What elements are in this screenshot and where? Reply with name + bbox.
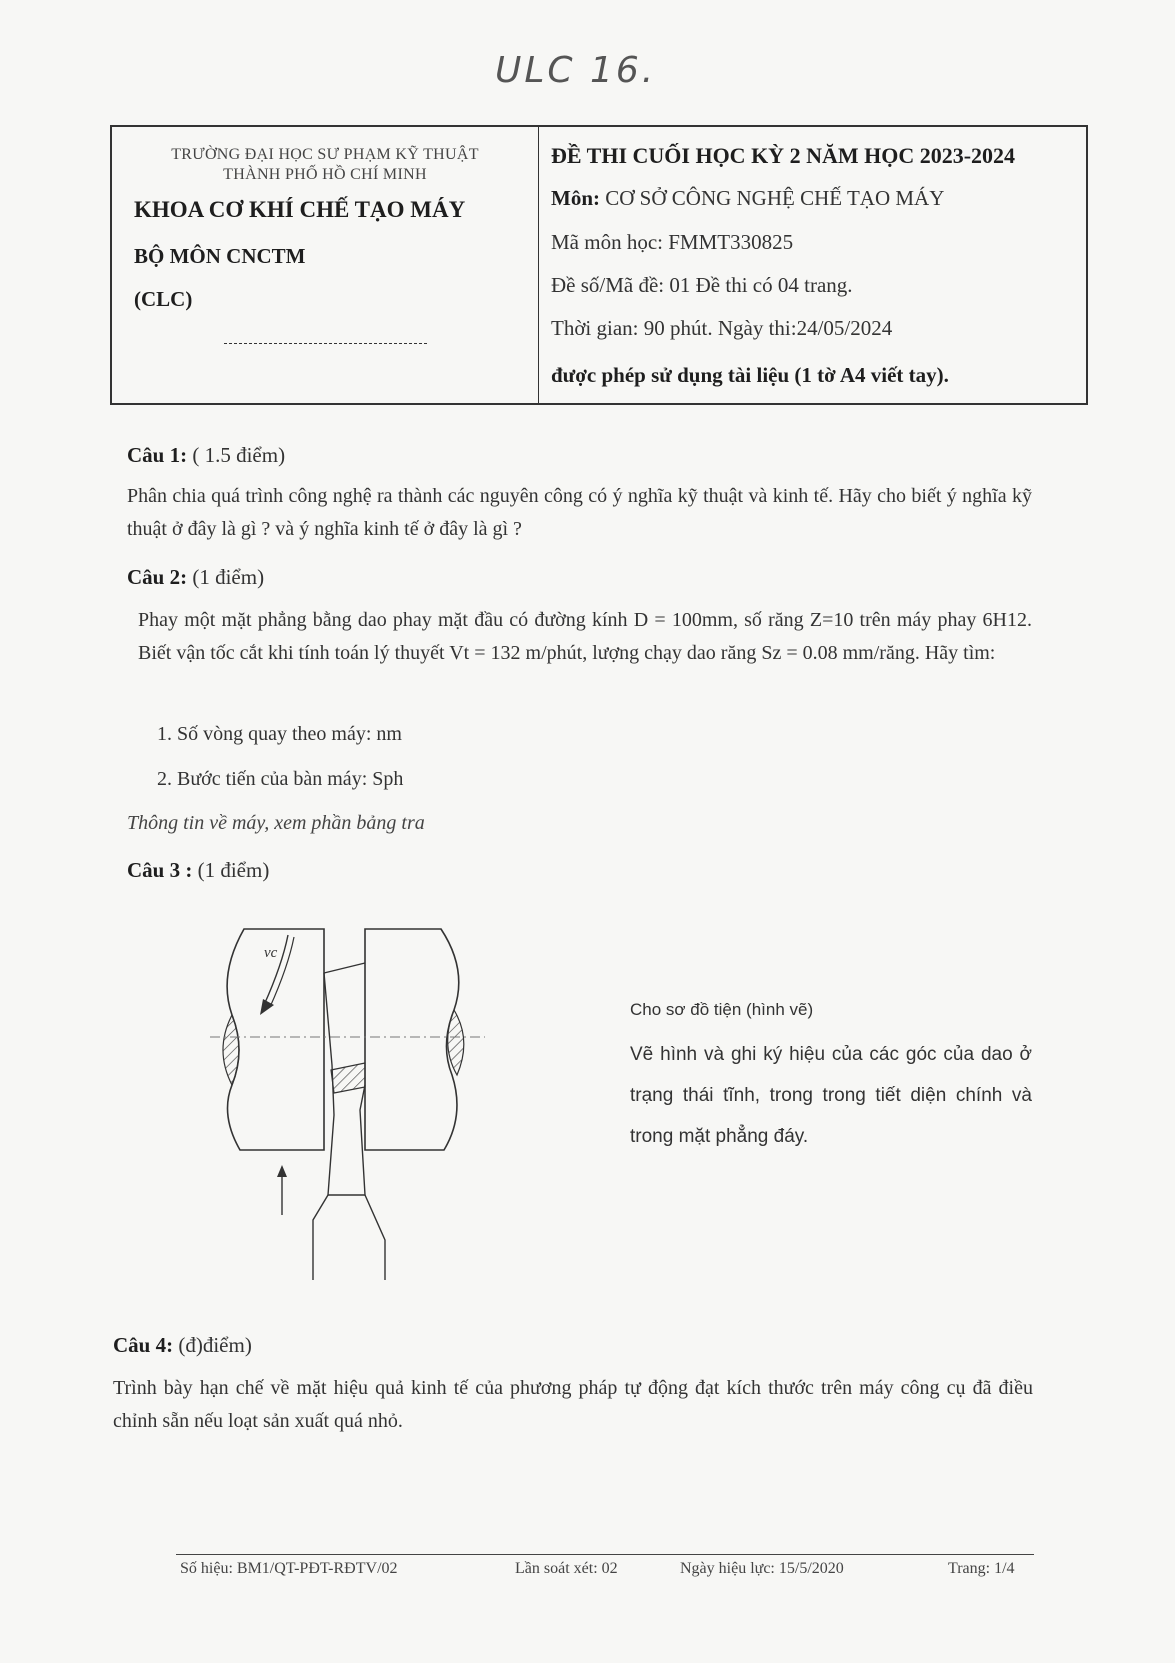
footer-rule bbox=[176, 1554, 1034, 1555]
question-2-item-1: 1. Số vòng quay theo máy: nm bbox=[157, 723, 402, 745]
left-workpiece bbox=[227, 929, 324, 1150]
feed-arrow-head bbox=[277, 1165, 287, 1177]
faculty-name: KHOA CƠ KHÍ CHẾ TẠO MÁY bbox=[134, 197, 466, 222]
exam-header bbox=[110, 125, 1088, 405]
subject-line bbox=[551, 186, 944, 211]
question-4-title bbox=[113, 1333, 252, 1358]
question-2-note: Thông tin về máy, xem phần bảng tra bbox=[127, 812, 425, 834]
handwritten-note: ULC 16. bbox=[495, 50, 657, 91]
duration-date: Thời gian: 90 phút. Ngày thi:24/05/2024 bbox=[551, 316, 893, 340]
school-line-2: THÀNH PHỐ HỒ CHÍ MINH bbox=[223, 166, 427, 183]
exam-title: ĐỀ THI CUỐI HỌC KỲ 2 NĂM HỌC 2023-2024 bbox=[551, 143, 1016, 168]
footer-revision: Lần soát xét: 02 bbox=[515, 1560, 618, 1577]
exam-number: Đề số/Mã đề: 01 Đề thi có 04 trang. bbox=[551, 273, 853, 297]
tool-holder bbox=[313, 1195, 385, 1280]
question-3-title bbox=[127, 858, 269, 883]
right-workpiece bbox=[365, 929, 459, 1150]
footer-effective-date: Ngày hiệu lực: 15/5/2020 bbox=[680, 1560, 844, 1577]
course-code: Mã môn học: FMMT330825 bbox=[551, 230, 794, 254]
footer-form-code: Số hiệu: BM1/QT-PĐT-RĐTV/02 bbox=[180, 1560, 398, 1577]
question-3-label: Câu 3 : bbox=[127, 858, 193, 882]
question-4-points: (đ)điểm) bbox=[178, 1333, 252, 1357]
question-3-description: Vẽ hình và ghi ký hiệu của các góc của dao ở trạng thái tĩnh, trong trong tiết diện chính và trong mặt phẳng đáy. bbox=[630, 1044, 1032, 1147]
question-2-label: Câu 2: bbox=[127, 565, 188, 589]
left-section-hatch bbox=[223, 1015, 239, 1085]
tool-top-edge bbox=[324, 963, 365, 973]
tool-insert-hatch bbox=[331, 1063, 365, 1093]
question-1-title bbox=[127, 443, 285, 468]
question-1-points: ( 1.5 điểm) bbox=[192, 443, 286, 467]
question-1-label: Câu 1: bbox=[127, 443, 188, 467]
exam-info-block bbox=[539, 127, 1086, 403]
question-1-text: Phân chia quá trình công nghệ ra thành các nguyên công có ý nghĩa kỹ thuật và kinh tế. Hãy cho biết ý nghĩa kỹ thuật ở đây là gì ? và ý nghĩa kinh tế ở đây là gì ? bbox=[127, 485, 1032, 540]
question-3-caption: Cho sơ đồ tiện (hình vẽ) bbox=[630, 1000, 814, 1019]
subject-label: Môn: bbox=[551, 186, 600, 210]
right-section-hatch bbox=[448, 1010, 464, 1075]
program-label: (CLC) bbox=[134, 287, 193, 311]
question-4-text: Trình bày hạn chế về mặt hiệu quả kinh tế của phương pháp tự động đạt kích thước trên máy công cụ đã điều chỉnh sẵn nếu loạt sản xuất quá nhỏ. bbox=[113, 1377, 1033, 1432]
footer-page: Trang: 1/4 bbox=[948, 1560, 1015, 1577]
question-2-text: Phay một mặt phẳng bằng dao phay mặt đầu có đường kính D = 100mm, số răng Z=10 trên máy phay 6H12. Biết vận tốc cắt khi tính toán lý thuyết Vt = 132 m/phút, lượng chạy dao răng Sz = 0.08 mm/răng. Hãy tìm: bbox=[138, 609, 1032, 664]
institution-block bbox=[112, 127, 539, 403]
question-4-label: Câu 4: bbox=[113, 1333, 174, 1357]
question-2-points: (1 điểm) bbox=[192, 565, 265, 589]
question-3-points: (1 điểm) bbox=[197, 858, 270, 882]
school-line-1: TRƯỜNG ĐẠI HỌC SƯ PHẠM KỸ THUẬT bbox=[171, 146, 479, 163]
department-name: BỘ MÔN CNCTM bbox=[134, 244, 306, 268]
question-2-item-2: 2. Bước tiến của bàn máy: Sph bbox=[157, 768, 404, 790]
question-3-instructions bbox=[630, 1000, 1032, 1157]
turning-diagram bbox=[210, 915, 510, 1280]
velocity-label: vc bbox=[264, 945, 278, 961]
question-2-title bbox=[127, 565, 264, 590]
subject-value: CƠ SỞ CÔNG NGHỆ CHẾ TẠO MÁY bbox=[605, 186, 945, 210]
signature-line bbox=[224, 343, 427, 344]
permitted-materials: được phép sử dụng tài liệu (1 tờ A4 viết tay). bbox=[551, 363, 949, 387]
school-name bbox=[112, 145, 538, 185]
